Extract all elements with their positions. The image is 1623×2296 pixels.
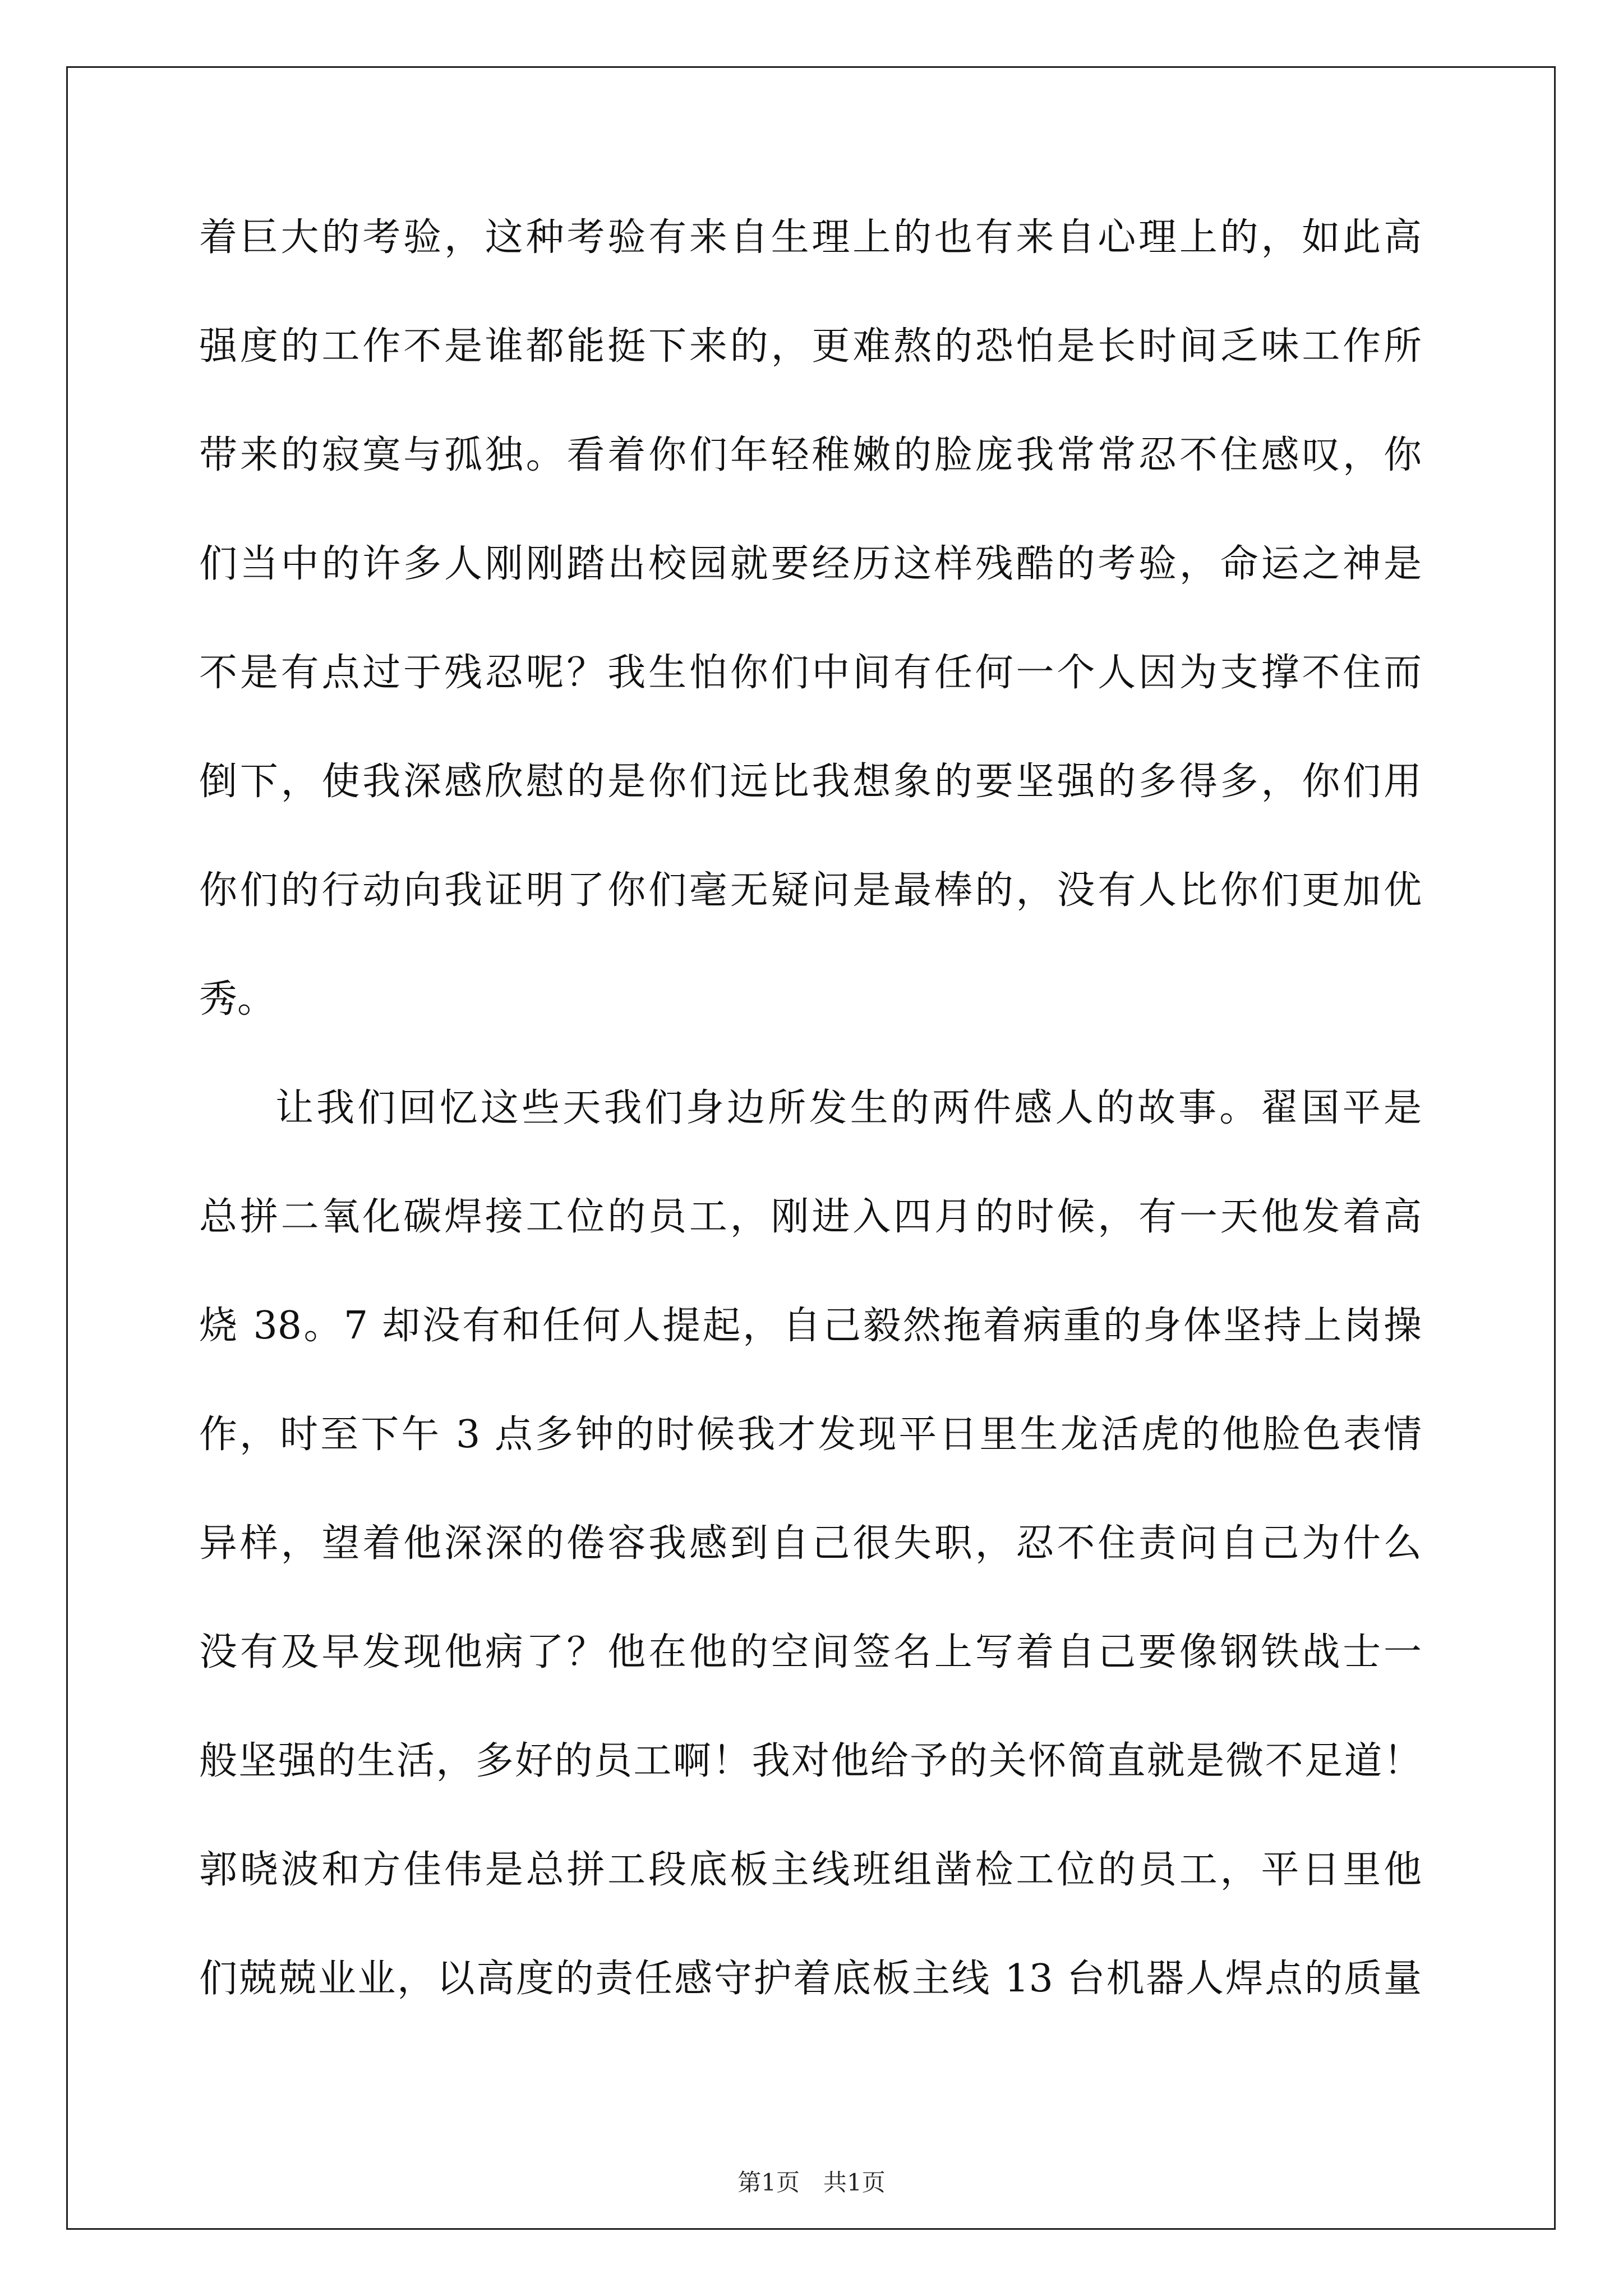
- text-line: 作，时至下午 3 点多钟的时候我才发现平日里生龙活虎的他脸色表情: [199, 1412, 1422, 1457]
- text-line: 般坚强的生活，多好的员工啊！我对他给予的关怀简直就是微不足道！: [199, 1739, 1422, 1783]
- text-line: 着巨大的考验，这种考验有来自生理上的也有来自心理上的，如此高: [199, 215, 1422, 260]
- text-line: 没有及早发现他病了？他在他的空间签名上写着自己要像钢铁战士一: [199, 1630, 1422, 1674]
- page-number-footer: 第1页 共1页: [737, 2169, 886, 2196]
- text-line: 你们的行动向我证明了你们毫无疑问是最棒的，没有人比你们更加优: [199, 868, 1422, 913]
- text-line: 不是有点过于残忍呢？我生怕你们中间有任何一个人因为支撑不住而: [199, 651, 1422, 695]
- text-line: 倒下，使我深感欣慰的是你们远比我想象的要坚强的多得多，你们用: [199, 760, 1422, 804]
- text-line: 带来的寂寞与孤独。看着你们年轻稚嫩的脸庞我常常忍不住感叹，你: [199, 433, 1422, 477]
- document-body: [199, 215, 1422, 2069]
- text-line: 强度的工作不是谁都能挺下来的，更难熬的恐怕是长时间乏味工作所: [199, 324, 1422, 369]
- paragraph-first-line: 让我们回忆这些天我们身边所发生的两件感人的故事。翟国平是: [275, 1086, 1422, 1130]
- text-line: 烧 38。7 却没有和任何人提起，自己毅然拖着病重的身体坚持上岗操: [199, 1304, 1422, 1348]
- text-line: 们当中的许多人刚刚踏出校园就要经历这样残酷的考验，命运之神是: [199, 542, 1422, 586]
- text-line: 总拼二氧化碳焊接工位的员工，刚进入四月的时候，有一天他发着高: [199, 1195, 1422, 1239]
- text-line: 异样，望着他深深的倦容我感到自己很失职，忍不住责问自己为什么: [199, 1521, 1422, 1566]
- text-line: 郭晓波和方佳伟是总拼工段底板主线班组凿检工位的员工，平日里他: [199, 1848, 1422, 1892]
- text-line: 们兢兢业业，以高度的责任感守护着底板主线 13 台机器人焊点的质量: [199, 1957, 1422, 2001]
- text-line: 秀。: [199, 977, 276, 1022]
